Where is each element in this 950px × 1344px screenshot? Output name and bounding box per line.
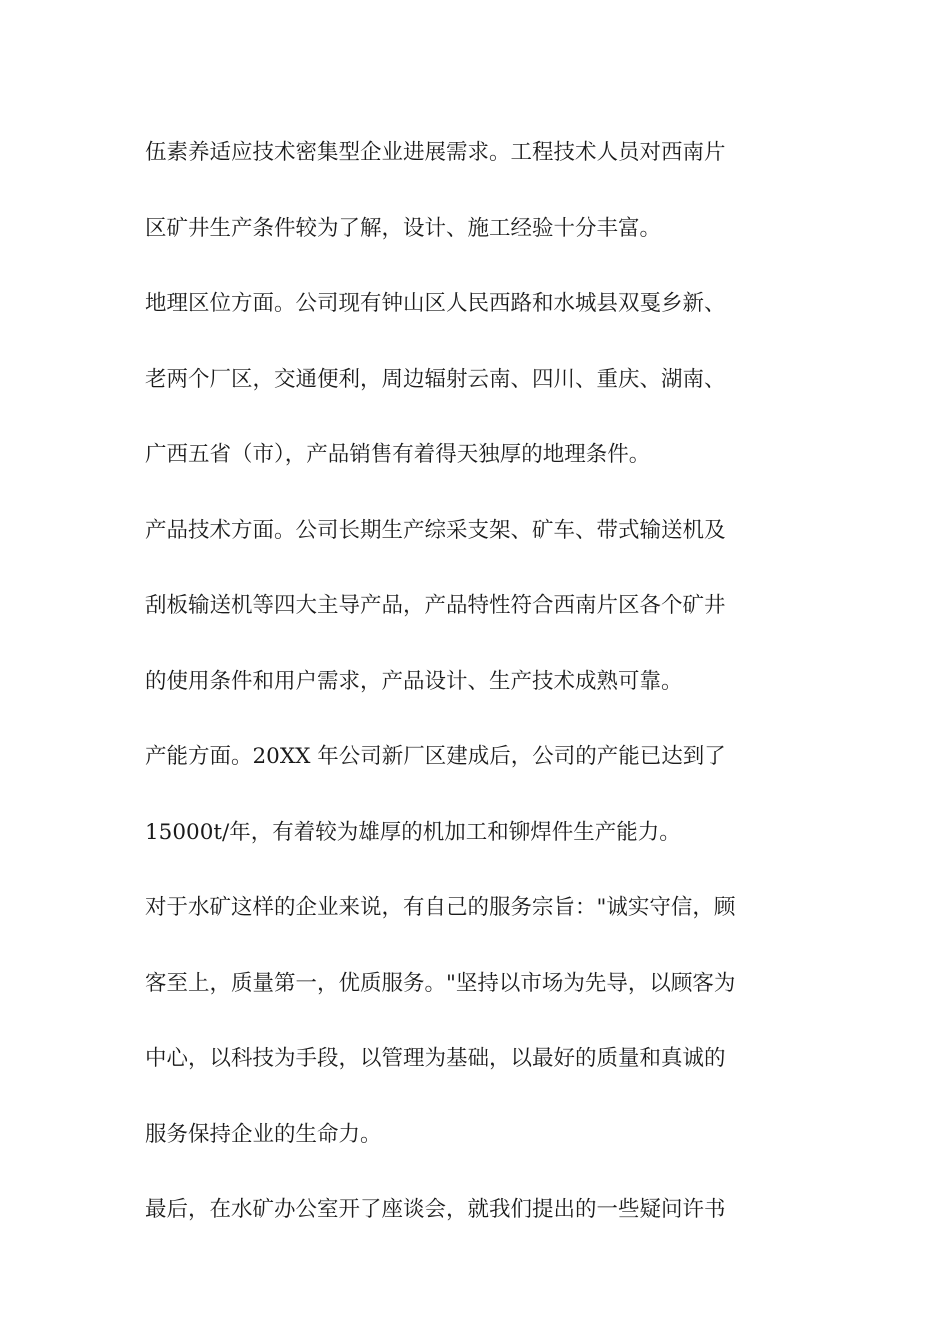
- text-line: 最后，在水矿办公室开了座谈会，就我们提出的一些疑问许书: [145, 1197, 726, 1222]
- text-line: 中心，以科技为手段，以管理为基础，以最好的质量和真诚的: [145, 1046, 726, 1071]
- text-line: 伍素养适应技术密集型企业进展需求。工程技术人员对西南片: [145, 140, 726, 165]
- text-line: 广西五省（市），产品销售有着得天独厚的地理条件。: [145, 442, 651, 467]
- text-line: 区矿井生产条件较为了解，设计、施工经验十分丰富。: [145, 215, 662, 241]
- text-line: 的使用条件和用户需求，产品设计、生产技术成熟可靠。: [145, 668, 683, 694]
- text-line: 客至上，质量第一，优质服务。"坚持以市场为先导，以顾客为: [145, 970, 736, 996]
- text-line: 刮板输送机等四大主导产品，产品特性符合西南片区各个矿井: [145, 593, 726, 618]
- text-line: 产品技术方面。公司长期生产综采支架、矿车、带式输送机及: [145, 517, 726, 543]
- text-line: 服务保持企业的生命力。: [145, 1121, 382, 1147]
- body-text: [145, 128, 810, 1261]
- text-line: 地理区位方面。公司现有钟山区人民西路和水城县双戛乡新、: [145, 291, 726, 316]
- text-line: 老两个厂区，交通便利，周边辐射云南、四川、重庆、湖南、: [145, 366, 726, 392]
- text-line: 对于水矿这样的企业来说，有自己的服务宗旨："诚实守信，顾: [145, 895, 736, 920]
- text-line: 15000t/年，有着较为雄厚的机加工和铆焊件生产能力。: [145, 819, 681, 845]
- text-line: 产能方面。20XX 年公司新厂区建成后，公司的产能已达到了: [145, 744, 726, 769]
